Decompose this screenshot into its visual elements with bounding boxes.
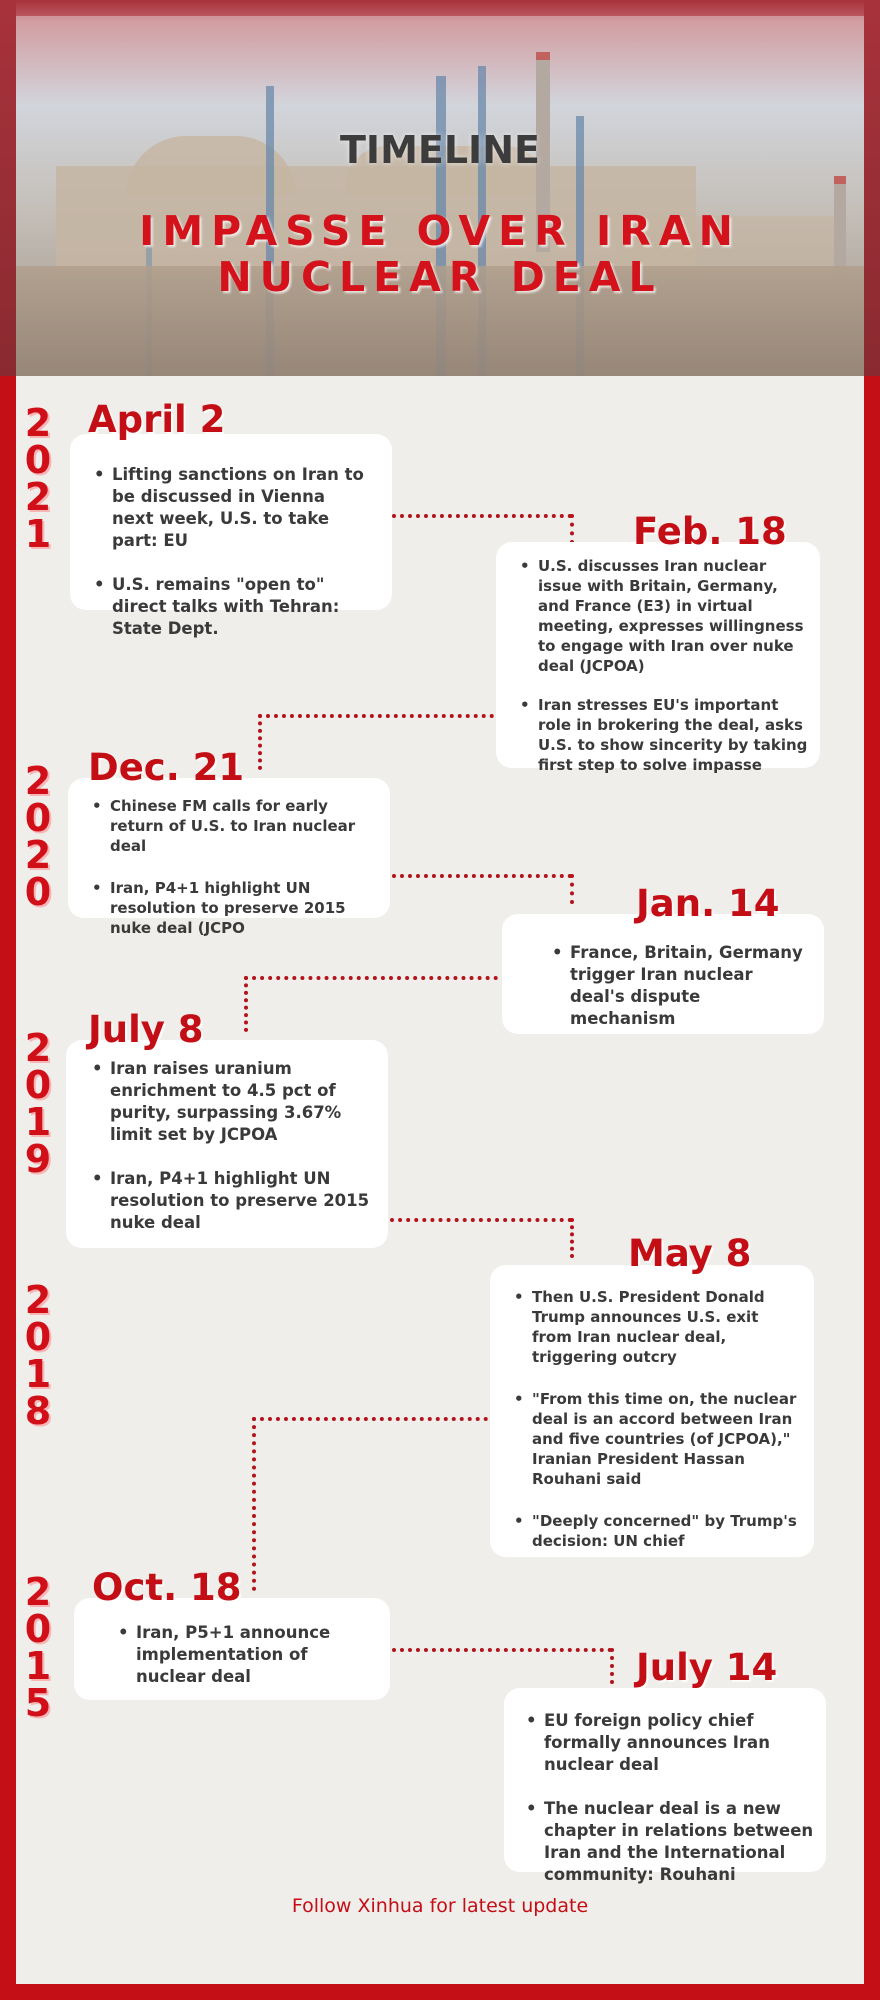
list-item: • Iran, P5+1 announce implementation of nuclear deal	[118, 1622, 376, 1688]
list-item: • Iran, P4+1 highlight UN resolution to preserve 2015 nuke deal (JCPO	[92, 878, 376, 938]
event-date: July 8	[88, 1008, 204, 1051]
connector-line	[258, 714, 262, 770]
header-photo	[16, 16, 864, 376]
connector-line	[244, 976, 248, 1032]
event-card-may-8	[490, 1265, 814, 1557]
event-items	[92, 796, 376, 938]
event-date: Dec. 21	[88, 746, 245, 789]
connector-line	[392, 874, 572, 878]
connector-line	[392, 514, 572, 518]
page-title: IMPASSE OVER IRAN NUCLEAR DEAL	[139, 207, 741, 301]
connector-line	[258, 714, 494, 718]
footer-follow-link[interactable]: Follow Xinhua for latest update	[291, 1895, 589, 1917]
event-card-july-14	[504, 1688, 826, 1884]
event-date: May 8	[628, 1232, 752, 1275]
list-item: • Iran stresses EU's important role in brokering the deal, asks U.S. to show sincerity by taking first step to solve impasse	[520, 695, 810, 775]
event-card-jan-14	[502, 914, 824, 1034]
event-card-oct-18	[74, 1598, 390, 1700]
connector-line	[252, 1417, 256, 1591]
event-items	[94, 464, 372, 640]
list-item: • Iran raises uranium enrichment to 4.5 pct of purity, surpassing 3.67% limit set by JCPOA	[92, 1058, 374, 1146]
connector-line	[244, 976, 498, 980]
event-card-dec-21	[68, 778, 390, 937]
event-date: July 14	[636, 1646, 778, 1689]
list-item: • The nuclear deal is a new chapter in relations between Iran and the International community: Rouhani	[526, 1798, 814, 1886]
list-item: • Iran, P4+1 highlight UN resolution to preserve 2015 nuke deal	[92, 1168, 374, 1234]
list-item: • "Deeply concerned" by Trump's decision: UN chief	[514, 1511, 802, 1551]
year-label-2015: 2 0 1 5	[24, 1570, 52, 1725]
event-date: Oct. 18	[92, 1566, 242, 1609]
connector-line	[570, 1218, 574, 1258]
event-items	[526, 1710, 814, 1886]
list-item: • France, Britain, Germany trigger Iran nuclear deal's dispute mechanism	[552, 942, 810, 1030]
event-items	[92, 1058, 374, 1234]
connector-line	[252, 1417, 488, 1421]
year-label-2020: 2 0 2 0	[24, 759, 52, 914]
connector-line	[610, 1648, 614, 1684]
timeline-kicker: TIMELINE	[340, 128, 540, 172]
list-item: • U.S. remains "open to" direct talks with Tehran: State Dept.	[94, 574, 372, 640]
event-date: April 2	[88, 398, 226, 441]
list-item: • Chinese FM calls for early return of U.S. to Iran nuclear deal	[92, 796, 376, 856]
event-card-april-2	[70, 434, 392, 638]
list-item: • Then U.S. President Donald Trump announces U.S. exit from Iran nuclear deal, triggering outcry	[514, 1287, 802, 1367]
list-item: • Lifting sanctions on Iran to be discussed in Vienna next week, U.S. to take part: EU	[94, 464, 372, 552]
connector-line	[390, 1218, 572, 1222]
year-label-2018: 2 0 1 8	[24, 1278, 52, 1433]
list-item: • U.S. discusses Iran nuclear issue with Britain, Germany, and France (E3) in virtual meeting, expresses willingness to engage with Iran over nuke deal (JCPOA)	[520, 556, 810, 676]
connector-line	[392, 1648, 612, 1652]
event-card-july-8	[66, 1040, 388, 1248]
event-items	[118, 1622, 376, 1688]
event-date: Feb. 18	[633, 510, 787, 553]
event-items	[514, 1287, 802, 1551]
event-items	[552, 942, 810, 1030]
list-item: • "From this time on, the nuclear deal is an accord between Iran and five countries (of JCPOA)," Iranian President Hassan Rouhani said	[514, 1389, 802, 1489]
year-label-2021: 2 0 2 1	[24, 401, 52, 556]
list-item: • EU foreign policy chief formally announces Iran nuclear deal	[526, 1710, 814, 1776]
connector-line	[570, 874, 574, 904]
event-items	[520, 556, 810, 775]
event-date: Jan. 14	[636, 882, 780, 925]
event-card-feb-18	[496, 542, 820, 774]
connector-line	[570, 514, 574, 544]
header-banner	[0, 0, 880, 376]
year-label-2019: 2 0 1 9	[24, 1026, 52, 1181]
